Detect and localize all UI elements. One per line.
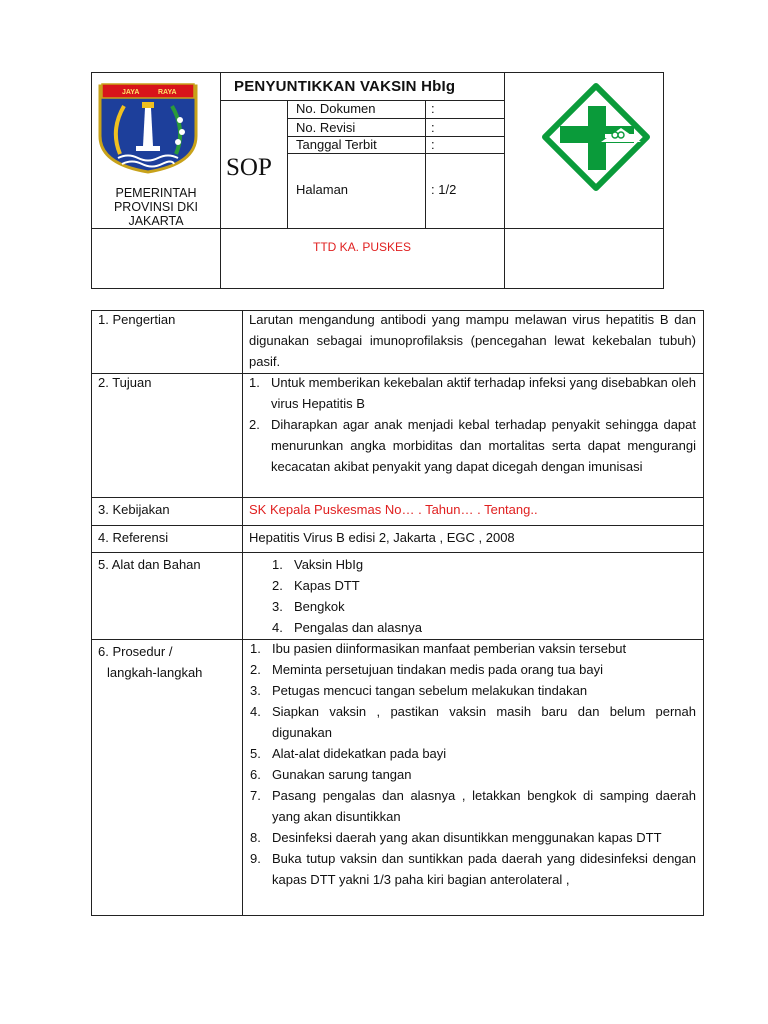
list-alat-bahan — [272, 554, 572, 638]
meta-key-tanggal-terbit: Tanggal Terbit — [296, 137, 377, 152]
list-prosedur — [250, 638, 696, 890]
list-item: 1. Ibu pasien diinformasikan manfaat pemberian vaksin tersebut — [250, 641, 627, 656]
label-tujuan: 2. Tujuan — [98, 375, 152, 390]
list-tujuan — [249, 372, 696, 477]
content-pengertian: Larutan mengandung antibodi yang mampu melawan virus hepatitis B dan digunakan sebagai imunoprofilaksis (pencegahan lewat kekebalan tubuh) pasif. — [249, 312, 696, 369]
meta-key-no-dokumen: No. Dokumen — [296, 101, 376, 116]
jakarta-emblem-logo — [96, 80, 200, 174]
label-prosedur — [98, 641, 202, 683]
list-item: 8. Desinfeksi daerah yang akan disuntikkan menggunakan kapas DTT — [250, 830, 662, 845]
label-pengertian: 1. Pengertian — [98, 312, 176, 327]
meta-value-halaman: : 1/2 — [431, 182, 457, 197]
org-line-3: JAKARTA — [128, 214, 184, 228]
list-item: 2. Meminta persetujuan tindakan medis pada orang tua bayi — [250, 662, 603, 677]
list-item: 7. Pasang pengalas dan alasnya , letakkan bengkok di samping daerah yang akan disuntikkan — [250, 788, 696, 824]
list-item: 3. Bengkok — [272, 599, 345, 614]
meta-value-no-dokumen: : — [431, 101, 435, 116]
org-line-2: PROVINSI DKI — [113, 200, 199, 214]
org-name — [92, 186, 220, 228]
label-kebijakan: 3. Kebijakan — [98, 502, 170, 517]
meta-key-halaman: Halaman — [296, 182, 349, 197]
puskesmas-logo — [541, 82, 651, 192]
logo-banner-left: JAYA — [122, 89, 140, 96]
logo-banner-right: RAYA — [158, 89, 177, 96]
sop-label: SOP — [226, 154, 272, 181]
label-prosedur-line1: 6. Prosedur / — [98, 644, 173, 659]
list-item: 2. Diharapkan agar anak menjadi kebal terhadap penyakit sehingga dapat menurunkan angka morbiditas dan mortalitas serta dapat mengurangi kecacatan akibat penyakit yang dapat dicegah dengan imunisasi — [249, 417, 696, 474]
label-alat-bahan: 5. Alat dan Bahan — [98, 557, 201, 572]
signature-text: TTD KA. PUSKES — [312, 240, 412, 254]
list-item: 6. Gunakan sarung tangan — [250, 767, 412, 782]
meta-key-no-revisi: No. Revisi — [296, 120, 356, 135]
list-item: 2. Kapas DTT — [272, 578, 360, 593]
content-kebijakan: SK Kepala Puskesmas No… . Tahun… . Tentang.. — [249, 502, 538, 517]
label-referensi: 4. Referensi — [98, 530, 169, 545]
list-item: 1. Untuk memberikan kekebalan aktif terhadap infeksi yang disebabkan oleh virus Hepatitis B — [249, 375, 696, 411]
list-item: 4. Siapkan vaksin , pastikan vaksin masih baru dan belum pernah digunakan — [250, 704, 696, 740]
list-item: 5. Alat-alat didekatkan pada bayi — [250, 746, 447, 761]
document-title: PENYUNTIKKAN VAKSIN HbIg — [234, 78, 456, 95]
list-item: 9. Buka tutup vaksin dan suntikkan pada daerah yang didesinfeksi dengan kapas DTT yakni 1/3 paha kiri bagian anterolateral , — [250, 851, 696, 887]
list-item: 3. Petugas mencuci tangan sebelum melakukan tindakan — [250, 683, 588, 698]
content-referensi: Hepatitis Virus B edisi 2, Jakarta , EGC , 2008 — [249, 530, 515, 545]
org-line-1: PEMERINTAH — [115, 186, 197, 200]
label-prosedur-line2: langkah-langkah — [107, 665, 203, 680]
meta-value-tanggal-terbit: : — [431, 137, 435, 152]
list-item: 4. Pengalas dan alasnya — [272, 620, 422, 635]
meta-value-no-revisi: : — [431, 120, 435, 135]
list-item: 1. Vaksin HbIg — [272, 557, 364, 572]
